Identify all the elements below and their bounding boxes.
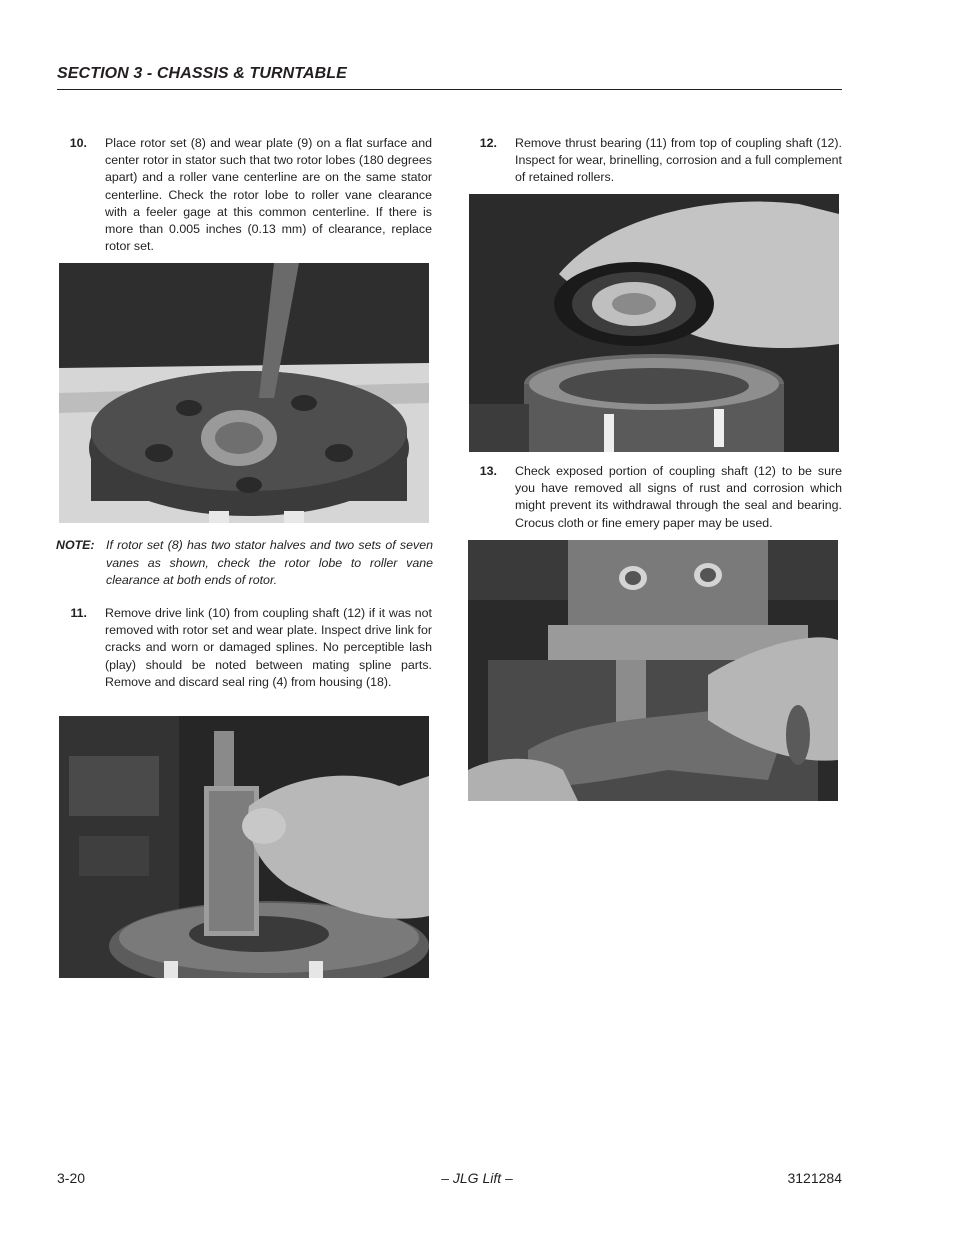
step-text: Place rotor set (8) and wear plate (9) on a flat surface and center rotor in stator such that two rotor lobes (180 degrees apart) and a roller vane centerline are on the same stator centerline. Check the rotor lobe to roller vane clearance with a feeler gage at this common centerline. If there is more than 0.005 inches (0.13 mm) of clearance, replace rotor set. [105,136,432,254]
step-text: Check exposed portion of coupling shaft (12) to be sure you have removed all signs of rust and corrosion which might prevent its withdrawal through the seal and bearing. Crocus cloth or fine emery paper may be used. [515,464,842,530]
step-10 [57,135,432,255]
step-text: Remove thrust bearing (11) from top of coupling shaft (12). Inspect for wear, brinelling, corrosion and a full complement of retained rollers. [515,136,842,185]
document-number: 3121284 [787,1170,842,1186]
step-number: 13. [479,464,497,478]
step-11 [57,605,432,691]
footer-publisher: – JLG Lift – [441,1170,513,1186]
page-number: 3-20 [57,1170,86,1186]
step-12 [467,135,842,187]
drive-link-photo [59,716,429,978]
note-block [56,537,433,590]
step-text: Remove drive link (10) from coupling shaft (12) if it was not removed with rotor set and wear plate. Inspect drive link for cracks and worn or damaged splines. No perceptible lash (play) should be noted between mating spline parts. Remove and discard seal ring (4) from housing (18). [105,606,432,689]
thrust-bearing-photo [469,194,839,452]
note-text: If rotor set (8) has two stator halves and two sets of seven vanes as shown, check the rotor lobe to roller vane clearance at both ends of rotor. [106,538,433,587]
header-divider [57,89,842,90]
section-title: SECTION 3 - CHASSIS & TURNTABLE [57,65,347,82]
coupling-shaft-photo [468,540,838,801]
step-number: 10. [69,136,87,150]
step-number: 11. [70,606,87,620]
step-13 [467,463,842,532]
step-number: 12. [479,136,497,150]
note-label: NOTE: [56,538,95,552]
rotor-set-photo [59,263,429,523]
